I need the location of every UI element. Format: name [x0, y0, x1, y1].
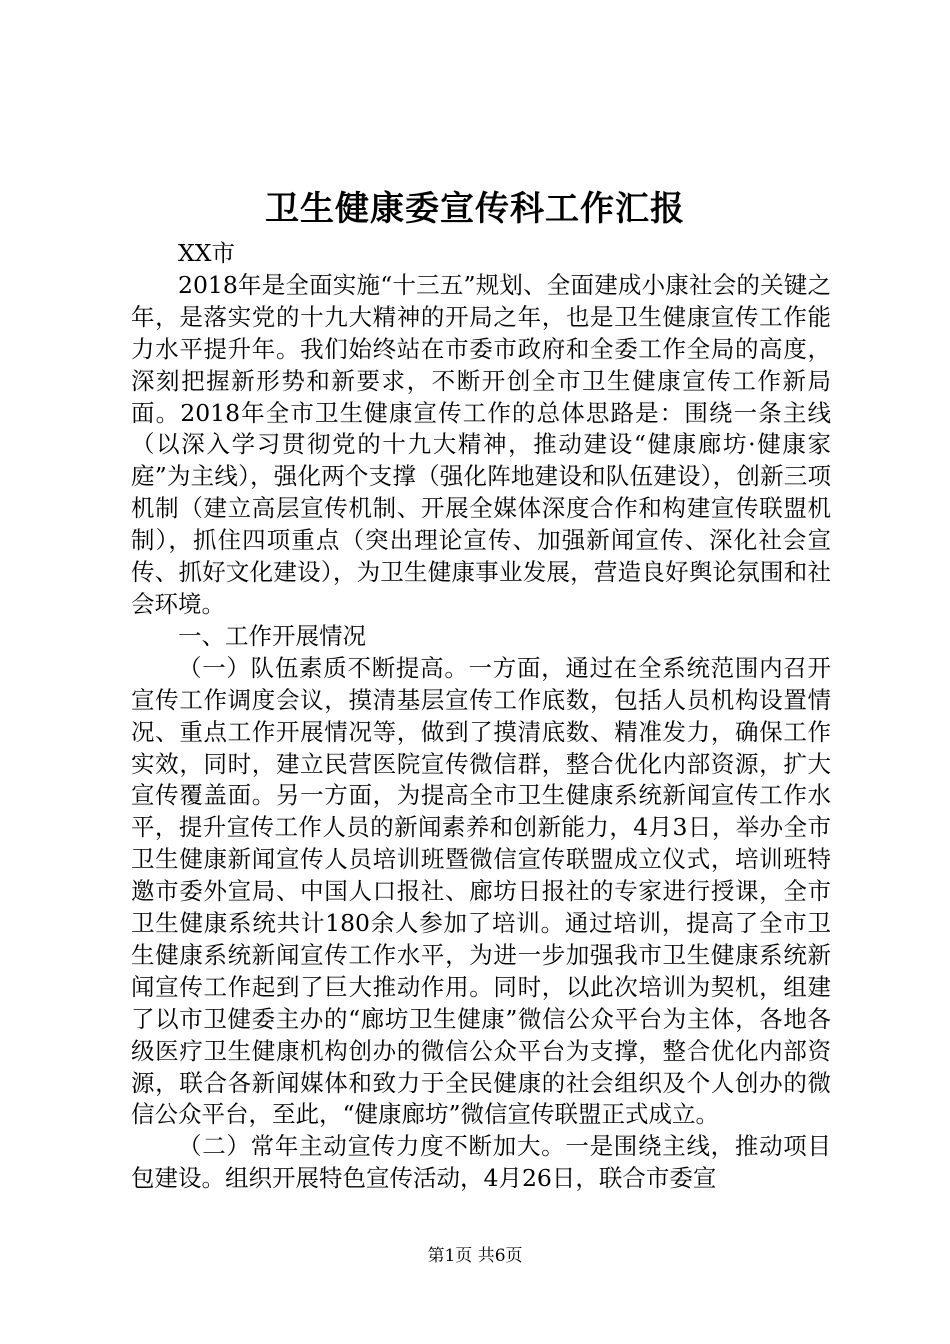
document-title: 卫生健康委宣传科工作汇报	[265, 189, 685, 229]
paragraph-team: （一）队伍素质不断提高。一方面，通过在全系统范围内召开宣传工作调度会议，摸清基层宣传工作底数，包括人员机构设置情况、重点工作开展情况等，做到了摸清底数、精准发力，确保工作实效，同时，建立民营医院宣传微信群，整合优化内部资源，扩大宣传覆盖面。另一方面，为提高全市卫生健康系统新闻宣传工作水平，提升宣传工作人员的新闻素养和创新能力，4月3日，举办全市卫生健康新闻宣传人员培训班暨微信宣传联盟成立仪式，培训班特邀市委外宣局、中国人口报社、廊坊日报社的专家进行授课，全市卫生健康系统共计180余人参加了培训。通过培训，提高了全市卫生健康系统新闻宣传工作水平，为进一步加强我市卫生健康系统新闻宣传工作起到了巨大推动作用。同时，以此次培训为契机，组建了以市卫健委主办的“廊坊卫生健康”微信公众平台为主体，各地各级医疗卫生健康机构创办的微信公众平台为支撑，整合优化内部资源，联合各新闻媒体和致力于全民健康的社会组织及个人创办的微信公众平台，至此，“健康廊坊”微信宣传联盟正式成立。	[131, 653, 831, 1129]
section-heading: 一、工作开展情况	[178, 621, 366, 650]
page-footer: 第1页 共6页	[427, 1246, 523, 1266]
organization-line: XX市	[178, 239, 235, 267]
paragraph-intro: 2018年是全面实施“十三五”规划、全面建成小康社会的关键之年，是落实党的十九大精神的开局之年，也是卫生健康宣传工作能力水平提升年。我们始终站在市委市政府和全委工作全局的高度，深刻把握新形势和新要求，不断开创全市卫生健康宣传工作新局面。2018年全市卫生健康宣传工作的总体思路是：围绕一条主线（以深入学习贯彻党的十九大精神，推动建设“健康廊坊·健康家庭”为主线），强化两个支撑（强化阵地建设和队伍建设），创新三项机制（建立高层宣传机制、开展全媒体深度合作和构建宣传联盟机制），抓住四项重点（突出理论宣传、加强新闻宣传、深化社会宣传、抓好文化建设），为卫生健康事业发展，营造良好舆论氛围和社会环境。	[131, 270, 831, 618]
paragraph-publicity: （二）常年主动宣传力度不断加大。一是围绕主线，推动项目包建设。组织开展特色宣传活动，4月26日，联合市委宣	[131, 1132, 831, 1193]
document-body	[131, 238, 831, 1195]
